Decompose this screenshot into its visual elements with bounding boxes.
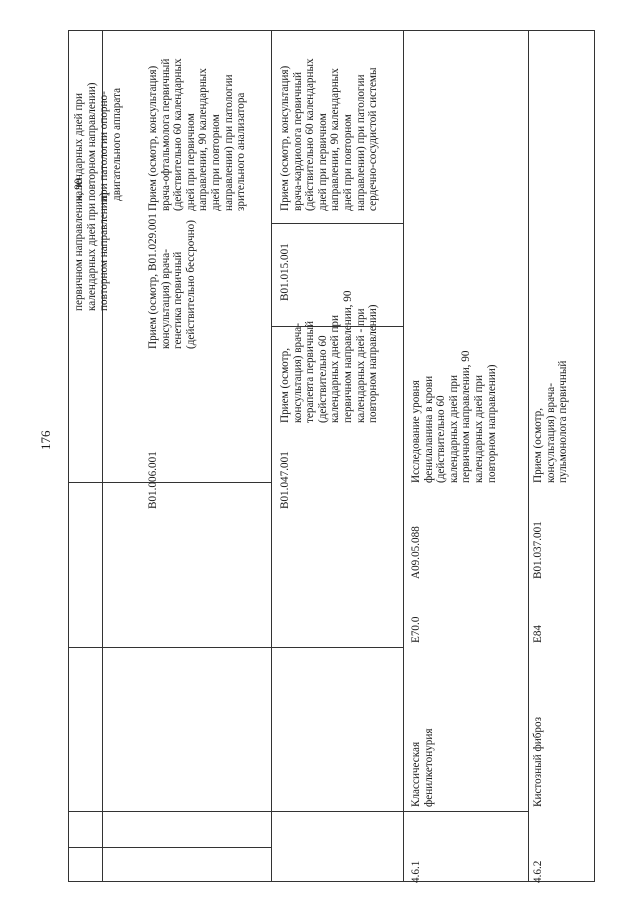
table-divider: [271, 223, 403, 224]
icd-code: E84: [532, 624, 544, 643]
service-code: B01.037.001: [532, 521, 544, 579]
table-divider: [271, 31, 272, 881]
table-divider: [69, 482, 271, 483]
table-divider: [528, 31, 529, 881]
services-table: [68, 30, 595, 882]
table-divider: [69, 647, 403, 648]
disease-name: Кистозный фиброз: [532, 717, 544, 807]
specialist-code: B01.015.001: [279, 243, 291, 301]
service-code: B01.047.001: [279, 451, 291, 509]
disease-name: Классическая фенилкетонурия: [410, 728, 435, 807]
specialist-code: B01.029.001: [147, 213, 159, 271]
service-name: Прием (осмотр, консультация) врача- пульмонолога первичный: [532, 360, 570, 483]
icd-code: E70.0: [410, 616, 422, 643]
table-divider: [69, 811, 528, 812]
service-name: Прием (осмотр, консультация) врача- терапевта первичный (действительно 60 календарных дней при первичном направлении, 90 календарных дней - при повторном направлении): [279, 290, 380, 423]
table-cell: первичном направлении, 90 календарных дней при повторном направлении): [73, 178, 111, 311]
service-conditions: Прием (осмотр, консультация) врача-офтальмолога первичный (действительно 60 календарных дней при первичном направлении, 90 календарных дней при повторном направлении) при патологии зрительного анализатора: [147, 58, 248, 211]
service-name: Исследование уровня фенилаланина в крови (действительно 60 календарных дней при первичном направлении, 90 календарных дней при повторном направлении): [410, 350, 498, 483]
service-conditions: Прием (осмотр, консультация) врача-кардиолога первичный (действительно 60 календарных дней при первичном направлении, 90 календарных дней при повторном направлении) при патологии сердечно-сосудистой системы: [279, 58, 380, 211]
table-divider: [69, 847, 271, 848]
service-name: Прием (осмотр, консультация) врача- генетика первичный (действительно бессрочно): [147, 220, 197, 349]
table-divider: [403, 31, 404, 881]
row-number: 4.6.2: [532, 860, 544, 883]
table-cell: календарных дней при повторном направлении) при патологии опорно- двигательного аппарата: [73, 82, 123, 201]
service-code: B01.006.001: [147, 451, 159, 509]
row-number: 4.6.1: [410, 860, 422, 883]
page-number: 176: [38, 430, 53, 450]
service-code: A09.05.088: [410, 526, 422, 579]
